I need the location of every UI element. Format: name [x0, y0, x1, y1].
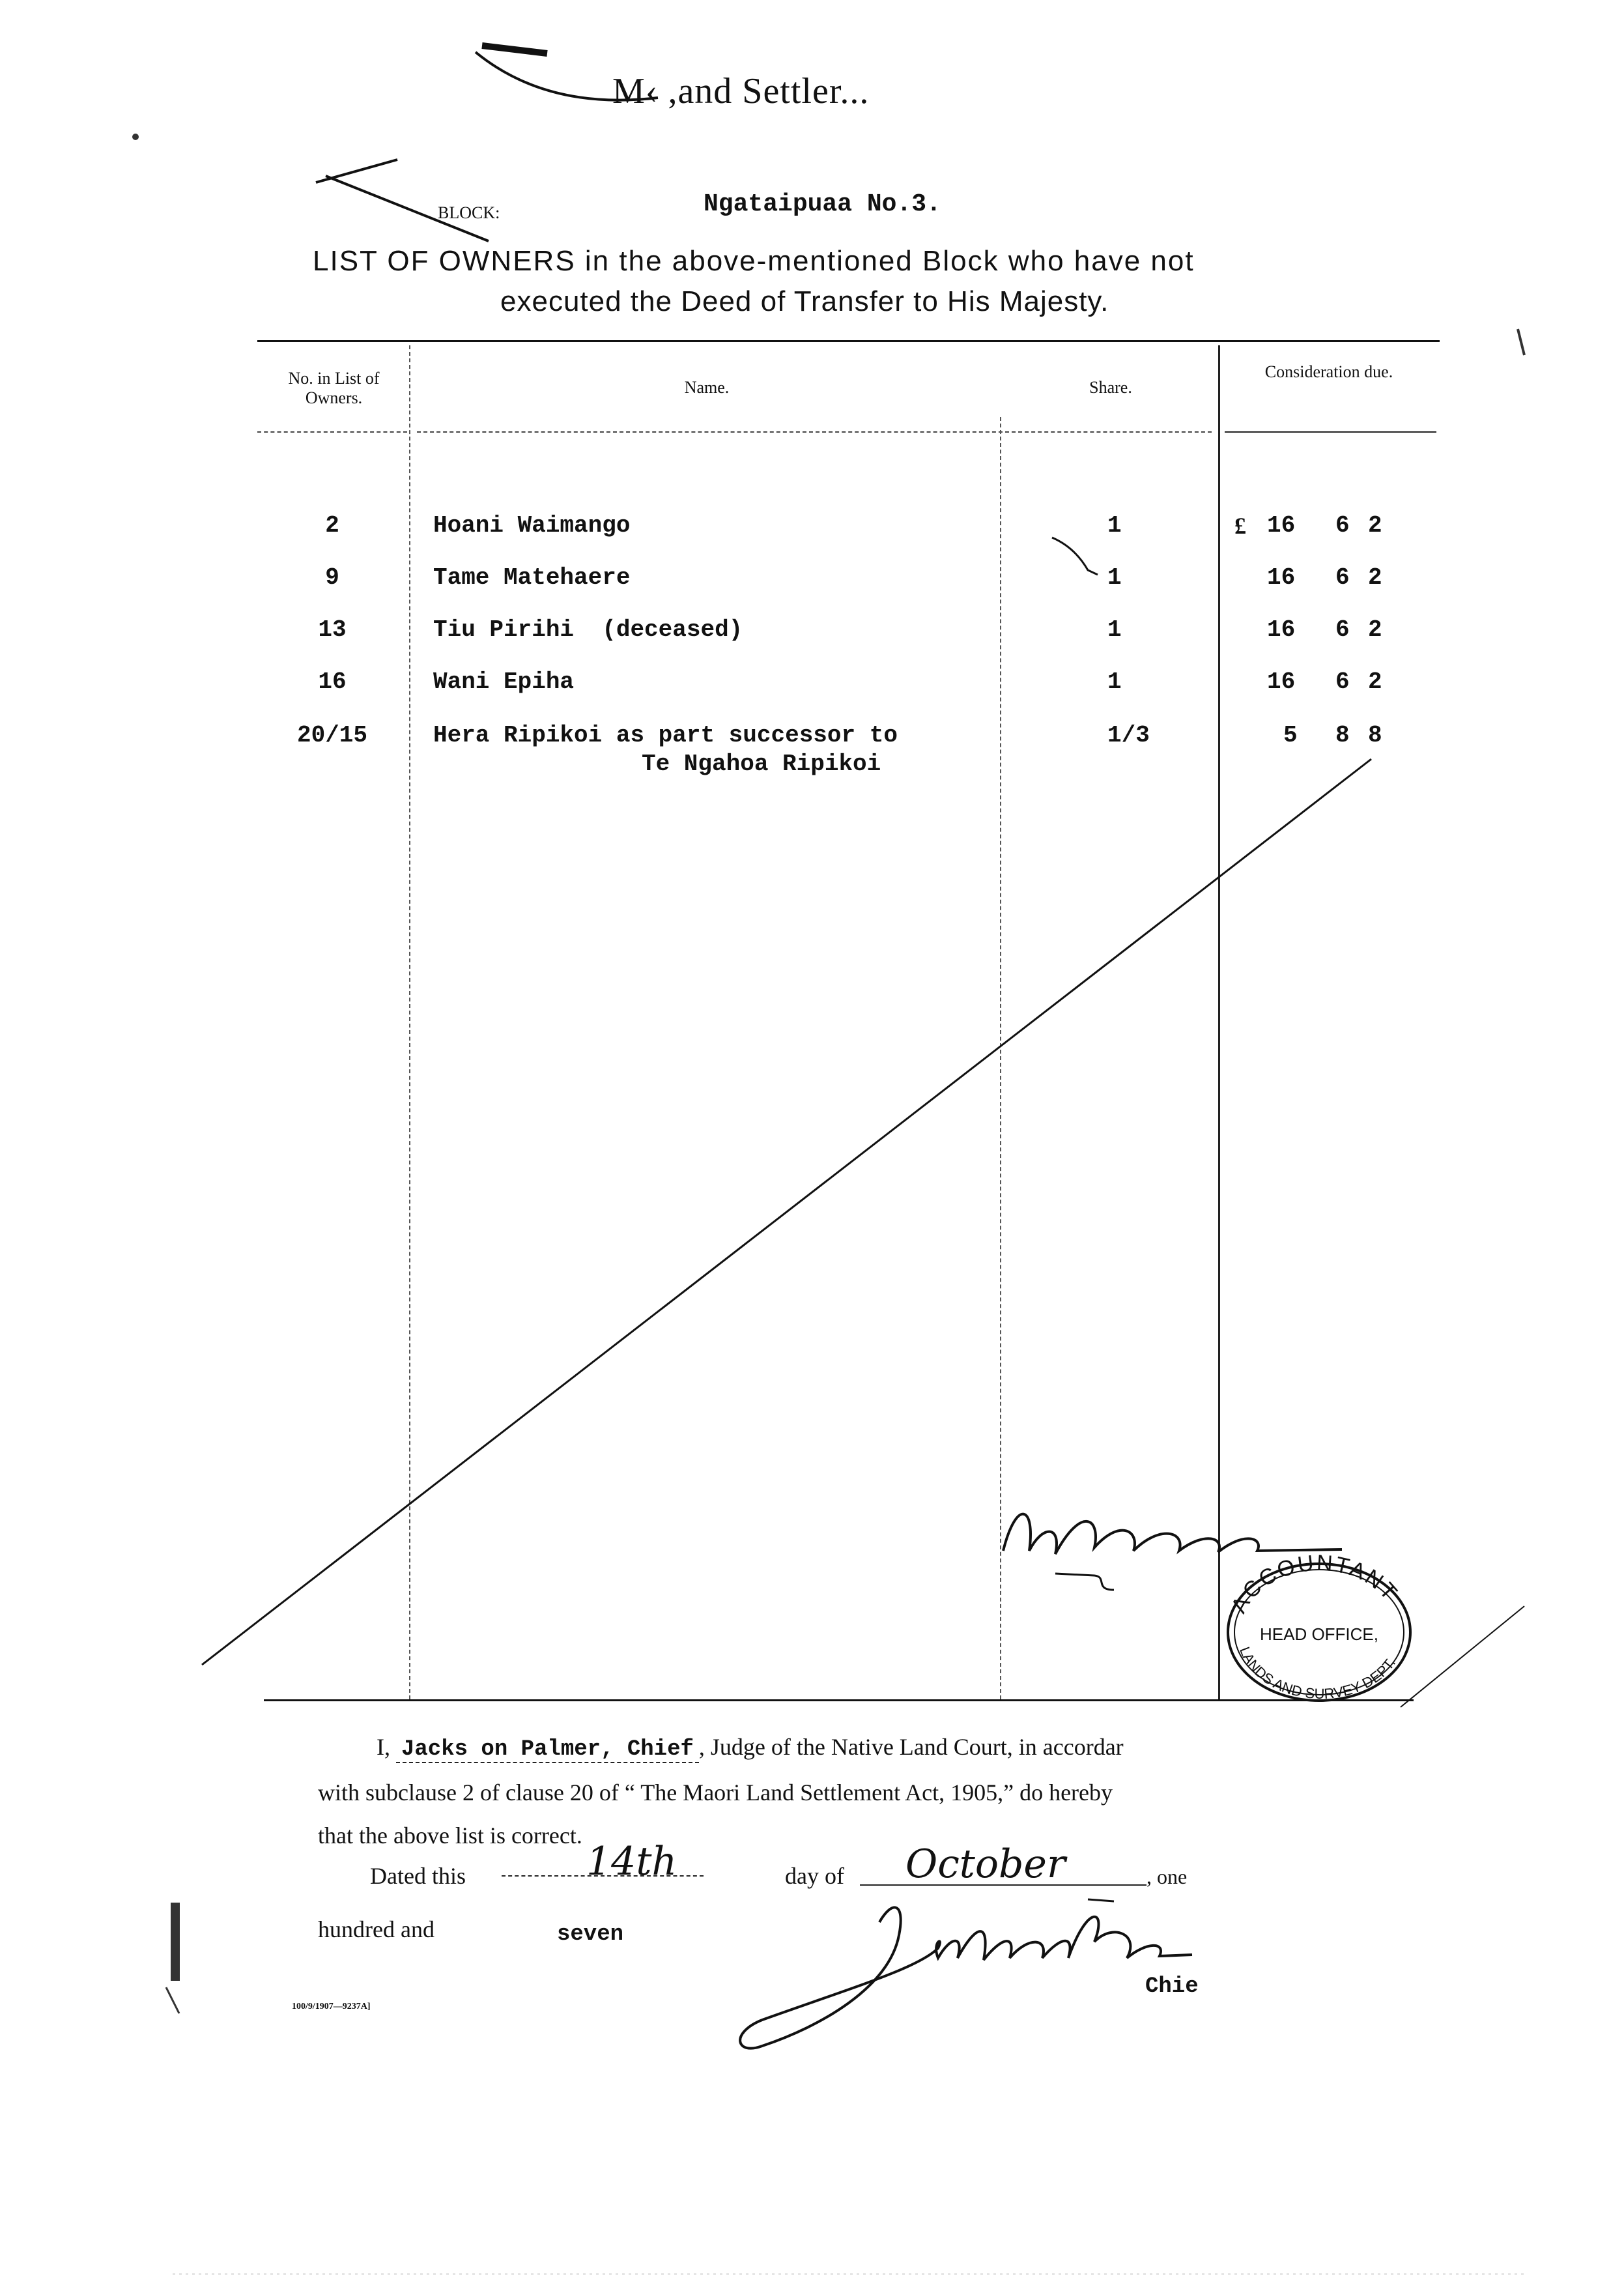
row-1-shillings: 6 [1335, 512, 1350, 539]
row-5-name-line-2: Te Ngahoa Ripikoi [642, 751, 881, 777]
list-title-line-1: LIST OF OWNERS in the above-mentioned Block who have not [313, 245, 1195, 277]
row-4-share: 1 [1107, 669, 1122, 695]
hundred-and-label: hundred and [318, 1916, 434, 1942]
stamp-line-2: HEAD OFFICE, [1259, 1624, 1379, 1644]
row-4-pounds: 16 [1267, 669, 1296, 695]
row-3-name: Tiu Pirihi (deceased) [433, 616, 743, 643]
row-4-name: Wani Epiha [433, 669, 575, 695]
column-header-name: Name. [684, 378, 730, 397]
row-3-pence: 2 [1368, 616, 1382, 643]
signature-mid-text: Ra Patene oa [990, 1492, 994, 1493]
row-3-pounds: 16 [1267, 616, 1296, 643]
row-5-pounds: 5 [1283, 722, 1298, 749]
column-header-share: Share. [1089, 378, 1132, 397]
row-3-number: 13 [318, 616, 347, 643]
title-abbrev: Chie [1145, 1974, 1199, 1999]
cert-text-1: , Judge of the Native Land Court, in accordar [698, 1734, 1124, 1760]
printer-code: 100/9/1907—9237A] [292, 2002, 371, 2011]
block-label: BLOCK: [438, 203, 500, 222]
row-1-currency: £ [1234, 513, 1246, 539]
row-2-pounds: 16 [1267, 564, 1296, 591]
judge-name-field: Jacks on Palmer, Chief [396, 1737, 699, 1763]
block-name: Ngataipuaa No.3. [704, 190, 941, 218]
cert-text-3: that the above list is correct. [318, 1822, 582, 1849]
row-3-shillings: 6 [1335, 616, 1350, 643]
row-2-shillings: 6 [1335, 564, 1350, 591]
row-2-pence: 2 [1368, 564, 1382, 591]
row-5-shillings: 8 [1335, 722, 1350, 749]
row-1-pounds: 16 [1267, 512, 1296, 539]
stamp-line-3: LANDS AND SURVEY DEPT. [1236, 1644, 1399, 1702]
day-of-label: day of [785, 1863, 844, 1889]
row-2-share: 1 [1107, 564, 1122, 591]
row-5-number: 20/15 [296, 722, 368, 749]
row-5-pence: 8 [1368, 722, 1382, 749]
row-1-name: Hoani Waimango [433, 512, 631, 539]
row-4-shillings: 6 [1335, 669, 1350, 695]
day-handwritten: 14th [586, 1839, 677, 1884]
row-1-number: 2 [325, 512, 339, 539]
row-2-number: 9 [325, 564, 339, 591]
dated-this-label: Dated this [370, 1863, 466, 1889]
stamp-line-1: ACCOUNTANT [1226, 1554, 1403, 1617]
cert-text-2: with subclause 2 of clause 20 of “ The Maori Land Settlement Act, 1905,” do hereby [318, 1779, 1113, 1806]
signature-text: Jackson Palmer [723, 1896, 728, 1897]
row-5-share: 1/3 [1107, 722, 1150, 749]
row-1-share: 1 [1107, 512, 1122, 539]
row-2-name: Tame Matehaere [433, 564, 631, 591]
one-text: , one [1147, 1865, 1188, 1888]
column-header-consideration: Consideration due. [1264, 362, 1393, 381]
row-1-pence: 2 [1368, 512, 1382, 539]
year-word: seven [557, 1922, 624, 1947]
row-5-name: Hera Ripikoi as part successor to [433, 722, 898, 749]
row-4-pence: 2 [1368, 669, 1382, 695]
list-title-line-2: executed the Deed of Transfer to His Majesty. [500, 285, 1109, 317]
cert-i: I, [377, 1734, 390, 1760]
partial-heading: M‹ ,and Settler... [612, 71, 870, 111]
column-header-number: No. in List of Owners. [288, 369, 380, 407]
row-3-share: 1 [1107, 616, 1122, 643]
row-4-number: 16 [318, 669, 347, 695]
month-handwritten: October [905, 1841, 1066, 1887]
